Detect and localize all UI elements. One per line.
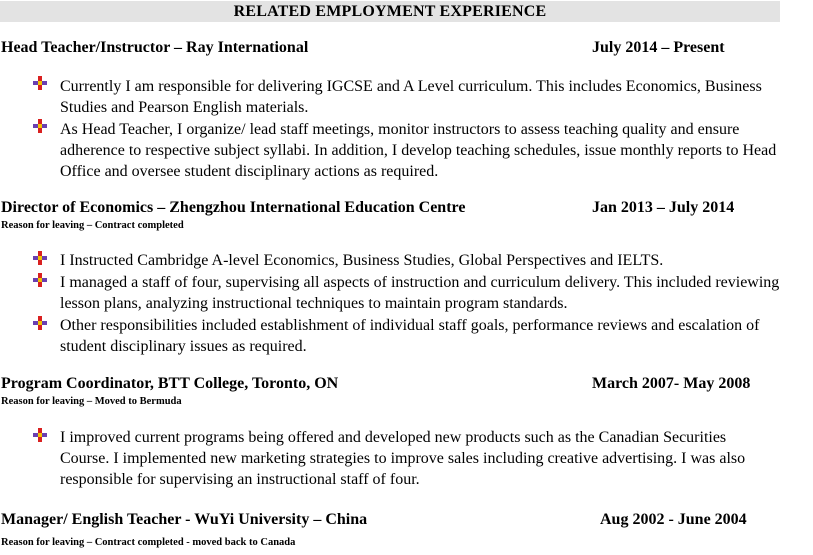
job-title-zhengzhou: Director of Economics – Zhengzhou International Education Centre	[1, 199, 466, 216]
reason-for-leaving: Reason for leaving – Contract completed - moved back to Canada	[1, 537, 296, 548]
bullet-text: I improved current programs being offered and developed new products such as the Canadian Securities Course. I implemented new marketing strategies to improve sales including creative advertising. I was also responsible for supervising an instructional staff of four.	[60, 429, 746, 488]
job-dates-zhengzhou: Jan 2013 – July 2014	[592, 199, 735, 216]
section-header: RELATED EMPLOYMENT EXPERIENCE	[0, 1, 780, 22]
bullet-text: As Head Teacher, I organize/ lead staff meetings, monitor instructors to assess teaching quality and ensure adherence to respective subject syllabi. In addition, I develop teaching schedules, issue monthly reports to Head Office and oversee student disciplinary actions as required.	[60, 121, 777, 180]
job-dates-btt-college: March 2007- May 2008	[592, 375, 751, 392]
job-title-wuyi-university: Manager/ English Teacher - WuYi University – China	[1, 511, 368, 528]
cross-star-bullet-icon	[31, 428, 49, 442]
job-title-ray-international: Head Teacher/Instructor – Ray International	[1, 39, 309, 56]
cross-star-bullet-icon	[31, 76, 49, 90]
reason-for-leaving: Reason for leaving – Moved to Bermuda	[1, 396, 182, 407]
job-dates-ray-international: July 2014 – Present	[592, 39, 725, 56]
reason-for-leaving: Reason for leaving – Contract completed	[1, 220, 184, 231]
job-title-btt-college: Program Coordinator, BTT College, Toronto, ON	[1, 375, 339, 392]
job-dates-wuyi-university: Aug 2002 - June 2004	[600, 511, 747, 528]
bullet-text: I managed a staff of four, supervising all aspects of instruction and curriculum delivery. This included reviewing lesson plans, analyzing instructional techniques to maintain program standards.	[60, 274, 780, 312]
bullet-text: Currently I am responsible for delivering IGCSE and A Level curriculum. This includes Economics, Business Studies and Pearson English materials.	[60, 78, 762, 116]
cross-star-bullet-icon	[31, 273, 49, 287]
cross-star-bullet-icon	[31, 251, 49, 265]
cross-star-bullet-icon	[31, 316, 49, 330]
bullet-text: Other responsibilities included establishment of individual staff goals, performance reviews and escalation of student disciplinary issues as required.	[60, 317, 760, 355]
cross-star-bullet-icon	[31, 119, 49, 133]
bullet-text: I Instructed Cambridge A-level Economics, Business Studies, Global Perspectives and IELTS.	[60, 252, 664, 269]
